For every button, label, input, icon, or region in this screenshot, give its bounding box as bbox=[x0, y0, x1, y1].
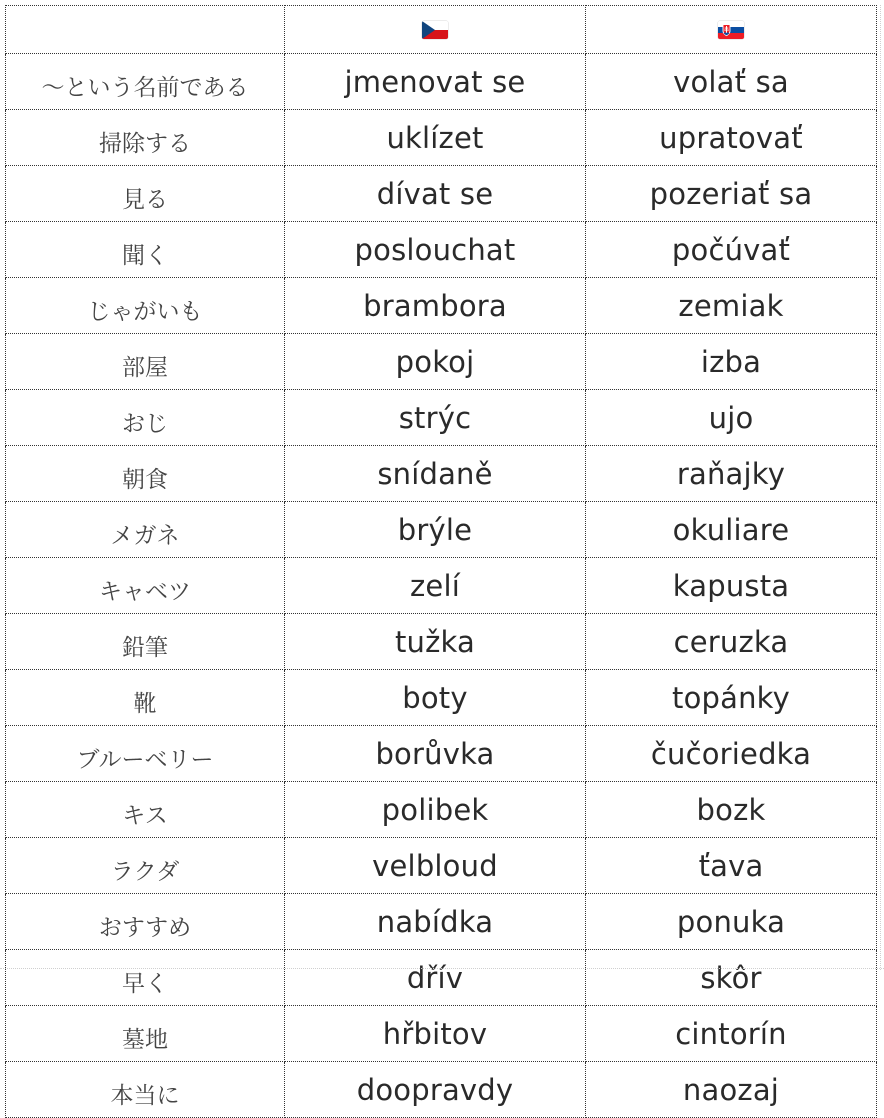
vocab-row bbox=[6, 446, 877, 502]
slovak-term: okuliare bbox=[586, 502, 877, 558]
header-row bbox=[6, 6, 877, 54]
japanese-term: 鉛筆 bbox=[6, 614, 285, 670]
japanese-term: 〜という名前である bbox=[6, 54, 285, 110]
czech-term: brambora bbox=[285, 278, 586, 334]
vocab-row bbox=[6, 1006, 877, 1062]
vocab-row bbox=[6, 390, 877, 446]
czech-flag-graphic bbox=[422, 21, 448, 39]
slovak-term: ťava bbox=[586, 838, 877, 894]
czech-term: strýc bbox=[285, 390, 586, 446]
vocab-row bbox=[6, 334, 877, 390]
czech-term: poslouchat bbox=[285, 222, 586, 278]
slovak-term: skôr bbox=[586, 950, 877, 1006]
czech-term: pokoj bbox=[285, 334, 586, 390]
czech-term: dívat se bbox=[285, 166, 586, 222]
japanese-term: おすすめ bbox=[6, 894, 285, 950]
slovak-flag-icon bbox=[718, 21, 744, 39]
slovak-term: volať sa bbox=[586, 54, 877, 110]
czech-term: polibek bbox=[285, 782, 586, 838]
japanese-term: 見る bbox=[6, 166, 285, 222]
czech-flag-icon bbox=[422, 21, 448, 39]
slovak-term: pozeriať sa bbox=[586, 166, 877, 222]
vocab-row bbox=[6, 166, 877, 222]
czech-term: snídaně bbox=[285, 446, 586, 502]
czech-term: doopravdy bbox=[285, 1062, 586, 1118]
japanese-term: 早く bbox=[6, 950, 285, 1006]
czech-term: zelí bbox=[285, 558, 586, 614]
japanese-term: ブルーベリー bbox=[6, 726, 285, 782]
vocab-row bbox=[6, 726, 877, 782]
vocab-row bbox=[6, 558, 877, 614]
czech-term: dřív bbox=[285, 950, 586, 1006]
grid-guide-bottom bbox=[0, 968, 884, 970]
czech-term: nabídka bbox=[285, 894, 586, 950]
czech-term: uklízet bbox=[285, 110, 586, 166]
japanese-term: 部屋 bbox=[6, 334, 285, 390]
japanese-term: 本当に bbox=[6, 1062, 285, 1118]
header-cell-czech bbox=[285, 6, 586, 54]
slovak-term: bozk bbox=[586, 782, 877, 838]
vocab-row bbox=[6, 670, 877, 726]
czech-term: brýle bbox=[285, 502, 586, 558]
japanese-term: キス bbox=[6, 782, 285, 838]
slovak-flag-graphic bbox=[718, 21, 744, 39]
slovak-term: čučoriedka bbox=[586, 726, 877, 782]
japanese-term: キャベツ bbox=[6, 558, 285, 614]
czech-term: jmenovat se bbox=[285, 54, 586, 110]
vocab-row bbox=[6, 502, 877, 558]
czech-term: hřbitov bbox=[285, 1006, 586, 1062]
vocab-row bbox=[6, 894, 877, 950]
vocab-row bbox=[6, 614, 877, 670]
vocab-row bbox=[6, 1062, 877, 1118]
slovak-term: cintorín bbox=[586, 1006, 877, 1062]
japanese-term: 掃除する bbox=[6, 110, 285, 166]
slovak-term: izba bbox=[586, 334, 877, 390]
vocab-row bbox=[6, 54, 877, 110]
slovak-term: raňajky bbox=[586, 446, 877, 502]
header-cell-japanese bbox=[6, 6, 285, 54]
vocabulary-table bbox=[5, 5, 877, 1118]
slovak-term: kapusta bbox=[586, 558, 877, 614]
czech-term: borůvka bbox=[285, 726, 586, 782]
vocab-row bbox=[6, 110, 877, 166]
vocab-row bbox=[6, 950, 877, 1006]
czech-term: tužka bbox=[285, 614, 586, 670]
japanese-term: 靴 bbox=[6, 670, 285, 726]
japanese-term: ラクダ bbox=[6, 838, 285, 894]
grid-guide-right bbox=[880, 5, 882, 970]
vocab-row bbox=[6, 838, 877, 894]
slovak-term: ponuka bbox=[586, 894, 877, 950]
czech-term: boty bbox=[285, 670, 586, 726]
slovak-term: zemiak bbox=[586, 278, 877, 334]
vocab-row bbox=[6, 278, 877, 334]
japanese-term: 朝食 bbox=[6, 446, 285, 502]
slovak-term: naozaj bbox=[586, 1062, 877, 1118]
slovak-term: ujo bbox=[586, 390, 877, 446]
japanese-term: じゃがいも bbox=[6, 278, 285, 334]
japanese-term: メガネ bbox=[6, 502, 285, 558]
vocab-row bbox=[6, 222, 877, 278]
slovak-term: upratovať bbox=[586, 110, 877, 166]
slovak-term: topánky bbox=[586, 670, 877, 726]
japanese-term: 聞く bbox=[6, 222, 285, 278]
slovak-term: počúvať bbox=[586, 222, 877, 278]
vocabulary-body bbox=[6, 54, 877, 1118]
czech-term: velbloud bbox=[285, 838, 586, 894]
slovak-term: ceruzka bbox=[586, 614, 877, 670]
header-cell-slovak bbox=[586, 6, 877, 54]
vocab-row bbox=[6, 782, 877, 838]
japanese-term: 墓地 bbox=[6, 1006, 285, 1062]
japanese-term: おじ bbox=[6, 390, 285, 446]
